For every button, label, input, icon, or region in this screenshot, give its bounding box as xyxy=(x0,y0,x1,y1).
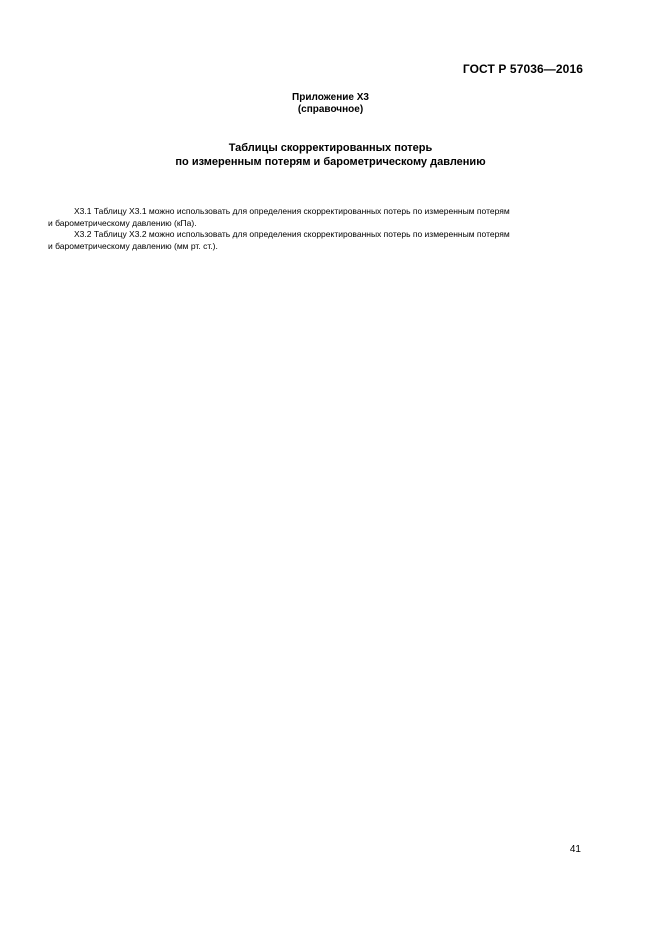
paragraph-x3-1-line-1: Х3.1 Таблицу Х3.1 можно использовать для определения скорректированных потерь по измеренным потерям xyxy=(74,206,510,216)
section-title-line-1: Таблицы скорректированных потерь xyxy=(228,142,433,154)
section-title-line-2: по измеренным потерям и барометрическому давлению xyxy=(175,155,486,168)
standard-code: ГОСТ Р 57036—2016 xyxy=(462,62,583,76)
body-text xyxy=(48,206,586,252)
annex-status: (справочное) xyxy=(297,104,364,115)
annex-heading xyxy=(0,92,661,116)
paragraph-x3-1-line-2: и барометрическому давлению (кПа). xyxy=(48,217,197,228)
annex-title: Приложение Х3 xyxy=(292,92,369,103)
page-number: 41 xyxy=(569,844,581,855)
paragraph-x3-2-line-1: Х3.2 Таблицу Х3.2 можно использовать для определения скорректированных потерь по измеренным потерям xyxy=(74,229,510,239)
section-title xyxy=(0,142,661,169)
paragraph-x3-2-line-2: и барометрическому давлению (мм рт. ст.). xyxy=(48,240,218,251)
